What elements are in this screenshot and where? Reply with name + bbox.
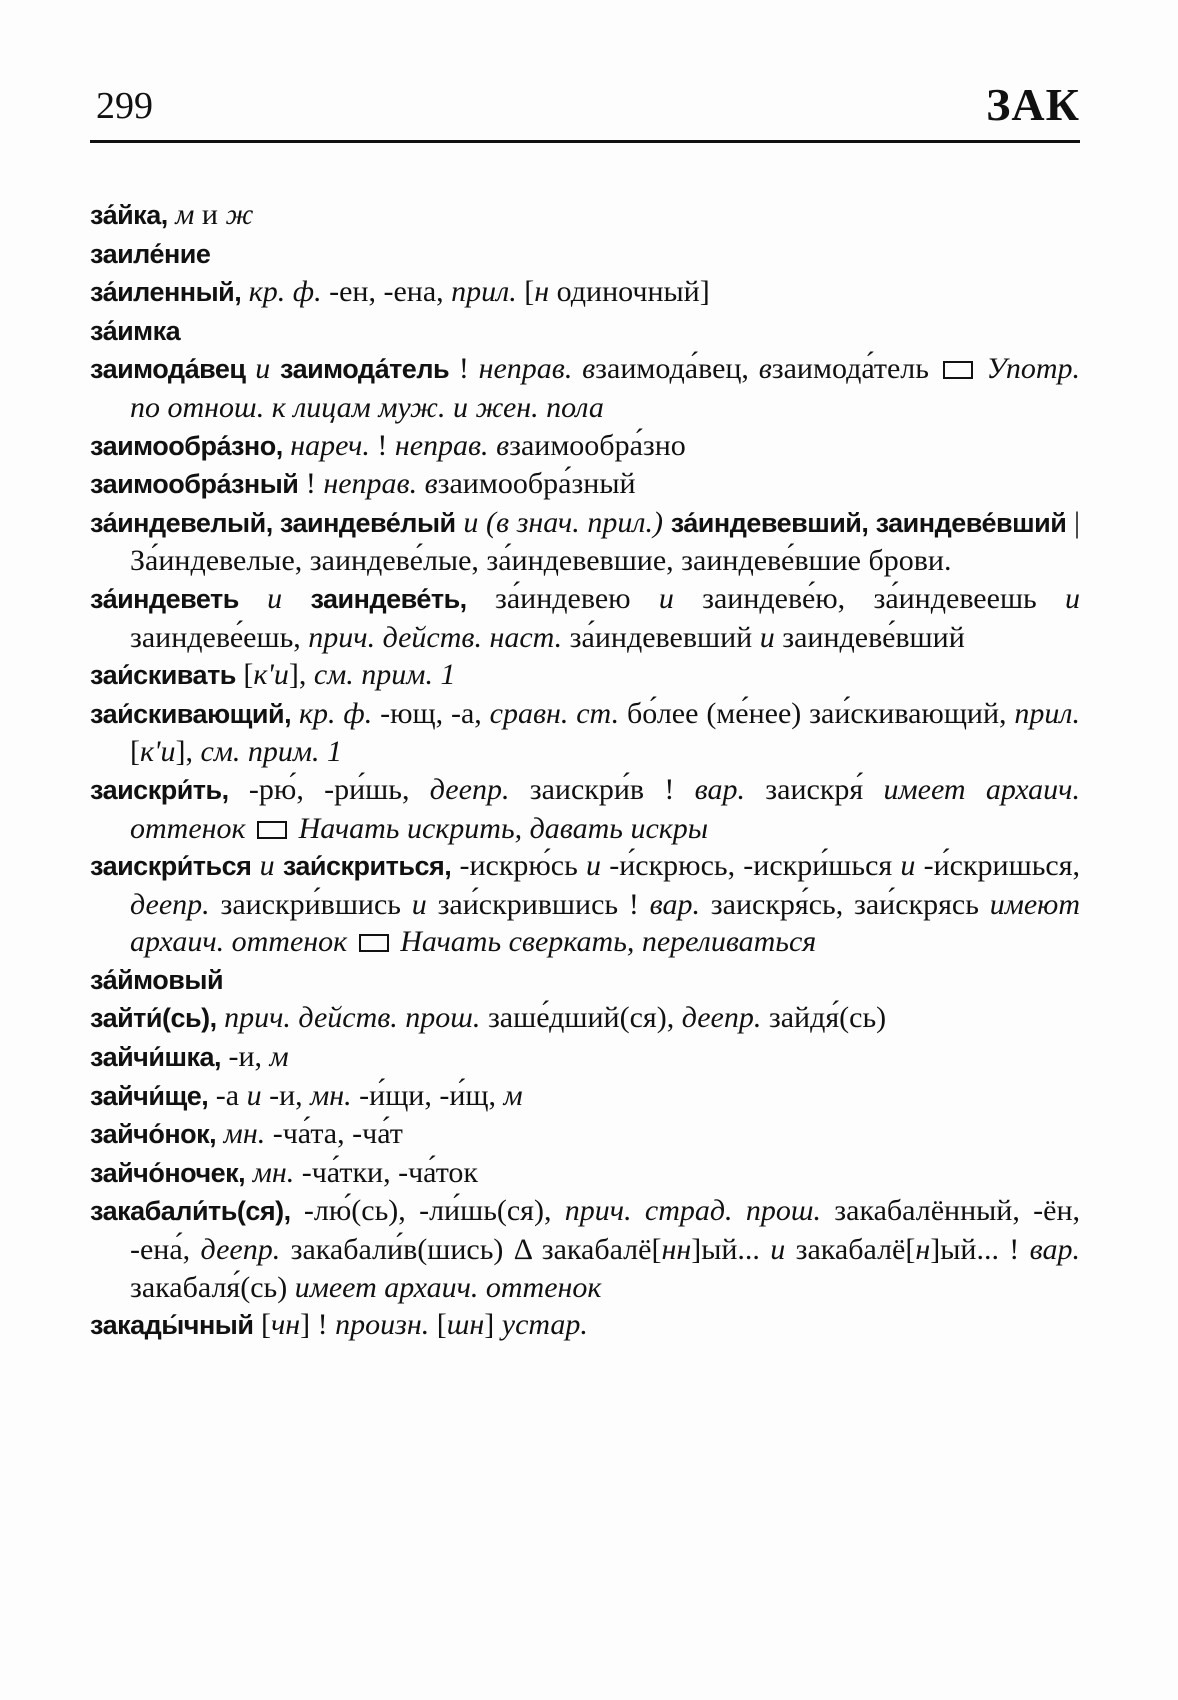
dictionary-entry-zaimka xyxy=(90,312,1080,351)
entry-text xyxy=(347,925,355,958)
headword: заимода́вец xyxy=(90,354,246,385)
entry-text: заше́дший(ся), xyxy=(480,1001,682,1035)
entry-text: -и, xyxy=(261,1078,311,1112)
dictionary-entry-zaiskritsya xyxy=(90,847,1080,961)
grammatical-note: кр. ф. xyxy=(241,275,322,309)
headword: заимода́тель xyxy=(280,354,450,385)
grammatical-note: ж xyxy=(225,198,254,231)
grammatical-note: шн xyxy=(446,1308,485,1342)
entry-text: одиночный] xyxy=(549,275,710,309)
grammatical-note: деепр. xyxy=(681,1001,762,1035)
entry-text xyxy=(572,352,582,385)
grammatical-note: мн. xyxy=(216,1117,266,1151)
entry-text: -ен, -ена, xyxy=(321,275,452,309)
headword: за́йка, xyxy=(90,200,168,230)
grammatical-note: в xyxy=(424,467,438,501)
headword: за́ймовый xyxy=(90,964,224,995)
grammatical-note: нареч. xyxy=(282,428,370,462)
dictionary-entry-zaiskivat xyxy=(90,656,1080,695)
grammatical-note: Употр. по отнош. к лицам муж. и жен. пола xyxy=(130,352,1081,424)
grammatical-note: Начать сверкать, переливаться xyxy=(392,925,817,959)
header-rule xyxy=(90,140,1080,143)
entry-text: [ xyxy=(516,275,535,309)
entry-text: ! xyxy=(449,352,479,386)
entry-text: -ющ, -а, xyxy=(372,696,490,730)
entry-text: ], xyxy=(288,658,314,692)
grammatical-note: имеют архаич. оттенок xyxy=(130,887,1080,959)
grammatical-note: вар. xyxy=(649,887,700,921)
dictionary-entry-zaindevet xyxy=(90,580,1080,656)
grammatical-note: неправ. xyxy=(323,467,418,501)
entry-text: ]ый... xyxy=(691,1233,771,1267)
grammatical-note: прич. страд. прош. xyxy=(564,1194,821,1228)
grammatical-note: м xyxy=(167,198,195,231)
headword: зайчо́нок, xyxy=(90,1119,217,1150)
dictionary-entry-zaichishka xyxy=(90,1038,1080,1077)
entry-text xyxy=(417,467,425,500)
dictionary-entry-zaichonochek xyxy=(90,1154,1080,1193)
headword: заимообра́зно, xyxy=(90,430,283,461)
headword: зайти́(сь), xyxy=(90,1003,217,1034)
headword: зайчи́шка, xyxy=(90,1042,221,1073)
dictionary-entry-zaichishche xyxy=(90,1077,1080,1116)
entry-text: [ xyxy=(429,1308,447,1342)
grammatical-note: прил. xyxy=(451,275,517,309)
definition-box-icon xyxy=(943,361,973,379)
headword: закады́чный xyxy=(90,1310,254,1341)
grammatical-note: деепр. xyxy=(200,1233,281,1267)
entry-text: ], xyxy=(175,735,201,769)
entry-text: заискря́сь, заи́скрясь xyxy=(700,887,990,921)
grammatical-note: неправ. xyxy=(394,428,489,462)
grammatical-note: неправ. xyxy=(478,352,573,386)
dictionary-entry-zaiskivayushchii xyxy=(90,695,1080,771)
grammatical-note: н xyxy=(915,1233,931,1267)
entry-text: заимообра́зно xyxy=(509,428,686,462)
grammatical-note: и xyxy=(586,849,602,883)
grammatical-note: и (в знач. прил.) xyxy=(455,505,671,539)
grammatical-note: прич. действ. наст. xyxy=(308,620,563,654)
grammatical-note: вар. xyxy=(694,772,745,806)
grammatical-note: см. прим. 1 xyxy=(200,735,343,769)
entry-text: -ча́та, -ча́т xyxy=(265,1117,403,1151)
dictionary-entry-zaimoobrazno xyxy=(90,427,1080,466)
dictionary-entry-zailennyi xyxy=(90,273,1080,312)
headword: за́индеветь xyxy=(90,583,239,614)
headword: зайчи́ще, xyxy=(90,1080,209,1111)
dictionary-entry-zaimodavets xyxy=(90,350,1080,426)
entry-text: бо́лее (ме́нее) заи́скивающий, xyxy=(619,696,1015,730)
grammatical-note: нн xyxy=(661,1233,692,1267)
entry-text: -и́скрюсь, -искри́шься xyxy=(601,849,901,883)
definition-box-icon xyxy=(257,821,287,839)
headword: закабали́ть(ся), xyxy=(90,1196,291,1227)
grammatical-note: мн. xyxy=(310,1078,352,1112)
grammatical-note: к'и xyxy=(253,658,289,692)
grammatical-note: кр. ф. xyxy=(291,696,373,730)
headword: за́имка xyxy=(90,315,181,346)
entry-text: -рю́, -ри́шь, xyxy=(228,772,430,806)
entry-text: -искрю́сь xyxy=(451,849,587,883)
entry-text: ]ый... ! xyxy=(930,1233,1030,1267)
headword: заи́скивающий, xyxy=(90,698,292,729)
grammatical-note: прич. действ. прош. xyxy=(216,1001,481,1035)
entry-text: заискря́ xyxy=(745,772,884,806)
definition-box-icon xyxy=(359,934,389,952)
entry-text: [ xyxy=(253,1308,271,1342)
dictionary-entry-zaika xyxy=(90,196,1080,235)
grammatical-note: Начать искрить, давать искры xyxy=(291,811,709,845)
headword: заимообра́зный xyxy=(90,469,299,500)
dictionary-entry-zakadychnyi xyxy=(90,1306,1080,1345)
entry-text: за́индевею xyxy=(466,581,659,615)
grammatical-note: устар. xyxy=(501,1308,588,1342)
entry-text: заискри́в ! xyxy=(509,772,695,806)
page-number: 299 xyxy=(96,85,153,127)
headword: зайчо́ночек, xyxy=(90,1157,246,1188)
entry-text: заиндеве́ю, за́индевеешь xyxy=(673,581,1066,615)
grammatical-note: и xyxy=(900,849,916,883)
entry-text: [ xyxy=(130,735,140,769)
dictionary-entry-zaimoobraznyi xyxy=(90,465,1080,504)
grammatical-note: к'и xyxy=(140,735,176,769)
entry-text: | За́индевелые, заиндеве́лые, за́индевевшие, заиндеве́вшие брови. xyxy=(130,505,1081,578)
grammatical-note: см. прим. 1 xyxy=(313,658,456,692)
grammatical-note: произн. xyxy=(335,1308,430,1342)
grammatical-note: и xyxy=(411,887,427,921)
entry-text: за́индевевший xyxy=(562,620,760,654)
entry-text: -и, xyxy=(221,1040,270,1074)
entry-text: заискри́вшись xyxy=(209,887,412,921)
dictionary-entry-zailenie xyxy=(90,235,1080,274)
entry-text: закабали́в(шись) Δ закабалё[ xyxy=(280,1233,662,1267)
entry-text xyxy=(489,429,497,462)
entry-text: -и́скришься, xyxy=(915,849,1081,883)
grammatical-note: и xyxy=(246,1078,262,1112)
grammatical-note: и xyxy=(251,849,283,883)
headword: за́индевевший, заиндеве́вший xyxy=(670,507,1067,538)
headword: за́индевелый, заиндеве́лый xyxy=(90,507,456,538)
entry-text: ! xyxy=(298,467,324,501)
dictionary-entry-zakabalit xyxy=(90,1192,1080,1306)
headword: за́иленный, xyxy=(90,277,242,308)
grammatical-note: в xyxy=(582,352,596,386)
entry-text: закабалё[ xyxy=(785,1233,916,1267)
entry-text: [ xyxy=(235,658,254,692)
grammatical-note: прил. xyxy=(1014,696,1080,730)
headword: заи́скриться, xyxy=(282,851,452,882)
entry-text: заиндеве́вший xyxy=(774,620,965,654)
entry-text: ] xyxy=(484,1308,502,1342)
entry-text: -лю́(сь), -ли́шь(ся), xyxy=(290,1194,565,1228)
dictionary-entry-zaiti xyxy=(90,999,1080,1038)
entry-text: закабаля́(сь) xyxy=(130,1270,295,1304)
entry-text: ! xyxy=(369,428,395,462)
entry-text: -а xyxy=(208,1078,247,1112)
grammatical-note: и xyxy=(238,581,311,615)
headword: заи́скивать xyxy=(90,660,236,691)
dictionary-entry-zaindevelyi xyxy=(90,504,1080,580)
entry-text: заимода́тель xyxy=(771,352,939,386)
grammatical-note: м xyxy=(503,1078,523,1112)
page-header xyxy=(90,78,1080,140)
grammatical-note: имеет архаич. оттенок xyxy=(294,1270,602,1304)
entry-text: -и́щи, -и́щ, xyxy=(351,1078,504,1112)
grammatical-note: и xyxy=(1065,581,1081,615)
dictionary-entries xyxy=(90,196,1080,1345)
headword: заискри́ть, xyxy=(90,774,229,805)
entry-text: заимообра́зный xyxy=(437,467,636,501)
entry-text: заимода́вец, xyxy=(595,352,759,386)
grammatical-note: и xyxy=(770,1233,786,1267)
headword: заискри́ться xyxy=(90,851,252,882)
entry-text: и xyxy=(194,198,226,231)
grammatical-note: деепр. xyxy=(130,887,210,921)
grammatical-note: в xyxy=(496,428,510,462)
dictionary-entry-zaiskrit xyxy=(90,771,1080,847)
entry-text: заи́скрившись ! xyxy=(426,887,650,921)
grammatical-note: в xyxy=(758,352,772,386)
grammatical-note: н xyxy=(534,275,550,309)
entry-text: заиндеве́ешь, xyxy=(130,620,309,654)
dictionary-entry-zaichonok xyxy=(90,1115,1080,1154)
headword: заиндеве́ть, xyxy=(310,583,467,614)
grammatical-note: вар. xyxy=(1029,1233,1080,1267)
entry-text: -ча́тки, -ча́ток xyxy=(294,1155,478,1189)
headword: заиле́ние xyxy=(90,238,211,269)
entry-text: ] ! xyxy=(300,1308,336,1342)
grammatical-note: деепр. xyxy=(429,772,510,806)
entry-text xyxy=(246,812,254,845)
grammatical-note: м xyxy=(269,1040,289,1074)
dictionary-entry-zaimovyi xyxy=(90,961,1080,1000)
entry-text: закабалённый, -ён, -ена́, xyxy=(130,1194,1081,1267)
grammatical-note: имеет архаич. оттенок xyxy=(130,772,1080,845)
grammatical-note: чн xyxy=(270,1308,301,1342)
entry-text: зайдя́(сь) xyxy=(761,1001,887,1035)
grammatical-note: мн. xyxy=(245,1155,295,1189)
grammatical-note: и xyxy=(245,352,280,386)
grammatical-note: и xyxy=(658,581,674,615)
grammatical-note: сравн. ст. xyxy=(489,696,620,730)
running-head: ЗАК xyxy=(986,79,1080,130)
grammatical-note: и xyxy=(759,620,775,654)
